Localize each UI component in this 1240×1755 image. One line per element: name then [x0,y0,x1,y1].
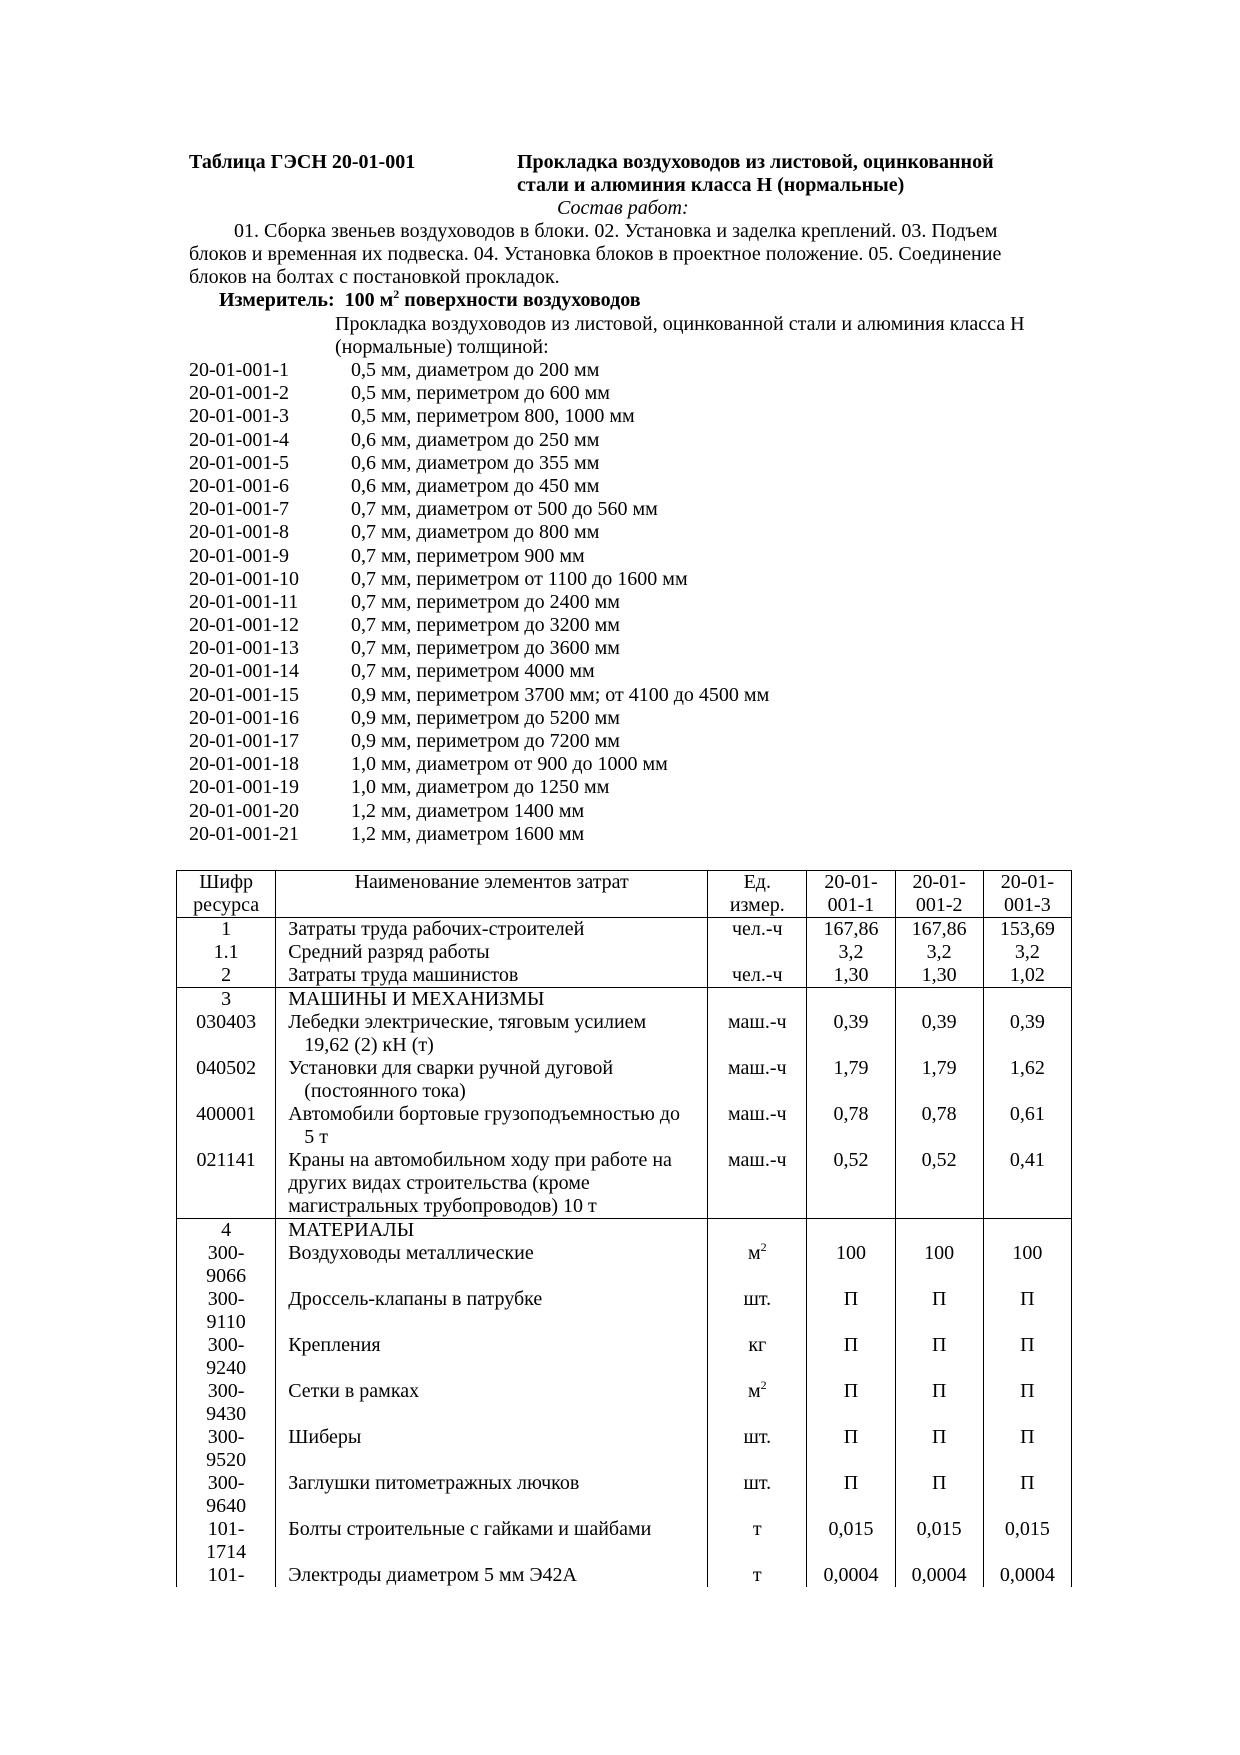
measure-line [219,289,641,314]
composition-heading: Состав работ: [557,197,689,219]
unit-text: м [747,1380,761,1402]
variant-code: 20-01-001-14 [189,660,299,683]
resource-name [276,1057,708,1103]
value-variant-2: П [895,1380,983,1426]
variant-code: 20-01-001-19 [189,776,299,799]
resource-code-line-2: 9430 [206,1403,247,1425]
resource-name-line-2: 5 т [304,1126,328,1148]
table-row [177,1011,1072,1057]
resource-code [177,1564,276,1587]
resource-name: Средний разряд работы [276,941,708,964]
resource-name [276,1103,708,1149]
value-variant-3: П [983,1380,1071,1426]
value-variant-3: П [983,1426,1071,1472]
resource-code [177,1426,276,1472]
variant-row [189,776,769,799]
variant-code: 20-01-001-21 [189,822,299,845]
group-name: МАТЕРИАЛЫ [276,1219,708,1243]
resource-code-line-1: 300- [207,1380,245,1402]
resource-code-line-1: 300- [207,1426,245,1448]
resource-name: Шиберы [276,1426,708,1472]
resource-name: Электроды диаметром 5 мм Э42А [276,1564,708,1587]
unit-text: шт. [743,1288,772,1310]
resource-table [176,870,1072,1587]
unit-cell [708,1472,807,1518]
value-variant-2: 100 [895,1242,983,1288]
composition-line-3: блоков на болтах с постановкой прокладок. [189,266,560,288]
resource-name: Дроссель-клапаны в патрубке [276,1288,708,1334]
variant-description: 0,7 мм, периметром 4000 мм [351,660,595,683]
variant-row [189,614,769,637]
resource-code-line-1: 300- [207,1472,245,1494]
value-variant-3: 0,39 [983,1011,1071,1057]
variant-row [189,660,769,683]
unit-cell: чел.-ч [708,918,807,942]
variant-row [189,359,769,382]
value-variant-1: 100 [807,1242,895,1288]
variant-row [189,498,769,521]
resource-code-line-1: 300- [207,1242,245,1264]
resource-code: 1 [177,918,276,942]
resource-name: Воздуховоды металлические [276,1242,708,1288]
value-variant-1: 0,78 [807,1103,895,1149]
resource-code-line-2: 9520 [206,1449,247,1471]
resource-code-line-2: 1714 [206,1541,247,1563]
value-variant-2: П [895,1472,983,1518]
table-row [177,1564,1072,1587]
variant-description: 1,0 мм, диаметром от 900 до 1000 мм [351,753,668,776]
measure-rest: поверхности воздуховодов [399,289,641,311]
variant-code: 20-01-001-1 [189,359,289,381]
value-variant-1: 0,0004 [807,1564,895,1587]
table-row [177,1242,1072,1288]
variant-code: 20-01-001-3 [189,405,289,428]
table-row [177,1472,1072,1518]
resource-code [177,1472,276,1518]
measure-value: 100 м [344,289,394,311]
variant-description: 1,0 мм, диаметром до 1250 мм [351,776,610,799]
value-variant-3: 0,61 [983,1103,1071,1149]
group-code: 4 [177,1219,276,1243]
value-variant-2: 3,2 [895,941,983,964]
variant-code: 20-01-001-4 [189,428,289,451]
value-variant-2: 0,52 [895,1149,983,1219]
value-variant-3: П [983,1472,1071,1518]
variant-row [189,753,769,776]
value-variant-2: 0,015 [895,1518,983,1564]
value-variant-1: П [807,1472,895,1518]
value-variant-3: 1,02 [983,964,1071,988]
unit-cell: чел.-ч [708,964,807,988]
value-variant-1: 1,79 [807,1057,895,1103]
variants-intro-line-2: (нормальные) толщиной: [335,336,549,358]
resource-code: 040502 [177,1057,276,1103]
variant-description: 0,9 мм, периметром 3700 мм; от 4100 до 4500 мм [351,683,770,706]
value-variant-1: 3,2 [807,941,895,964]
resource-code [177,1518,276,1564]
group-name: МАШИНЫ И МЕХАНИЗМЫ [276,988,708,1012]
resource-code-line-2: 9066 [206,1265,247,1287]
unit-text: м [747,1242,761,1264]
unit-cell [708,1518,807,1564]
unit-text: шт. [743,1472,772,1494]
unit-text: т [752,1564,762,1586]
resource-name: Заглушки питометражных лючков [276,1472,708,1518]
value-variant-3: П [983,1334,1071,1380]
value-variant-3: 0,41 [983,1149,1071,1219]
value-variant-2: 167,86 [895,918,983,942]
variant-description: 0,7 мм, периметром до 3600 мм [351,637,620,660]
variant-code: 20-01-001-2 [189,382,289,405]
value-variant-1: П [807,1426,895,1472]
unit-cell: маш.-ч [708,1011,807,1057]
composition-line-1: 01. Сборка звеньев воздуховодов в блоки. 02. Установка и заделка креплений. 03. Подъем [234,220,998,242]
resource-code-line-2: 9640 [206,1495,247,1517]
unit-cell [708,1219,807,1243]
variant-description: 0,6 мм, диаметром до 250 мм [351,428,600,451]
variant-code: 20-01-001-12 [189,614,299,637]
unit-text: шт. [743,1426,772,1448]
variant-row [189,684,769,707]
resource-name: Затраты труда машинистов [276,964,708,988]
unit-cell [708,1288,807,1334]
variant-row [189,591,769,614]
table-body [177,918,1072,1588]
value-variant-1 [807,1219,895,1243]
section-title-line-2: стали и алюминия класса Н (нормальные) [517,174,905,196]
value-variant-2 [895,1219,983,1243]
table-row [177,918,1072,942]
header-variant-1: 20-01- 001-1 [807,871,895,918]
unit-superscript: 2 [760,1378,767,1392]
variant-code: 20-01-001-6 [189,474,289,497]
value-variant-3: 1,62 [983,1057,1071,1103]
table-row [177,1426,1072,1472]
table-row [177,1334,1072,1380]
value-variant-2: 1,30 [895,964,983,988]
value-variant-2: 0,78 [895,1103,983,1149]
resource-code: 2 [177,964,276,988]
value-variant-1: 0,015 [807,1518,895,1564]
variant-row [189,429,769,452]
variant-description: 0,5 мм, периметром до 600 мм [351,382,610,405]
value-variant-2: П [895,1288,983,1334]
table-row [177,1219,1072,1243]
resource-name: Затраты труда рабочих-строителей [276,918,708,942]
resource-code: 021141 [177,1149,276,1219]
unit-cell: маш.-ч [708,1057,807,1103]
value-variant-3: 100 [983,1242,1071,1288]
resource-code-line-1: 101- [207,1518,245,1540]
measure-label: Измеритель: [219,289,335,311]
variant-description: 0,7 мм, диаметром до 800 мм [351,521,600,544]
resource-name-line-1: Краны на автомобильном ходу при работе на других видах строительства (кроме магистральных трубопроводов) 10 т [288,1149,672,1217]
unit-cell: маш.-ч [708,1149,807,1219]
unit-cell [708,1564,807,1587]
variant-description: 0,5 мм, периметром 800, 1000 мм [351,405,635,428]
value-variant-3: 0,0004 [983,1564,1071,1587]
variant-code: 20-01-001-8 [189,521,289,544]
resource-name-line-1: Лебедки электрические, тяговым усилием [288,1011,647,1033]
variant-list [189,359,769,846]
table-row [177,1518,1072,1564]
table-row [177,964,1072,988]
header-variant-3: 20-01- 001-3 [983,871,1071,918]
table-row [177,1057,1072,1103]
table-row [177,1103,1072,1149]
variant-row [189,637,769,660]
table-row [177,1149,1072,1219]
unit-superscript: 2 [760,1240,767,1254]
table-row [177,941,1072,964]
resource-code [177,1334,276,1380]
variant-description: 0,5 мм, диаметром до 200 мм [351,359,600,381]
variant-code: 20-01-001-17 [189,730,299,752]
variant-row [189,382,769,405]
group-code: 3 [177,988,276,1012]
variant-row [189,452,769,475]
variant-row [189,405,769,428]
resource-code [177,1242,276,1288]
unit-cell [708,988,807,1012]
variant-description: 0,6 мм, диаметром до 450 мм [351,474,600,497]
variant-description: 0,7 мм, периметром 900 мм [351,544,585,567]
value-variant-2: 0,39 [895,1011,983,1057]
variants-intro-line-1: Прокладка воздуховодов из листовой, оцинкованной стали и алюминия класса Н [335,313,1025,335]
variant-code: 20-01-001-7 [189,498,289,521]
value-variant-2: 0,0004 [895,1564,983,1587]
unit-cell [708,941,807,964]
unit-text: т [752,1518,762,1540]
table-title: Таблица ГЭСН 20-01-001 [189,151,416,173]
variant-row [189,545,769,568]
variant-code: 20-01-001-15 [189,683,299,706]
unit-cell: маш.-ч [708,1103,807,1149]
table-row [177,988,1072,1012]
resource-name [276,1149,708,1219]
table-header-row [177,871,1072,918]
value-variant-1: П [807,1334,895,1380]
resource-name [276,1011,708,1057]
value-variant-3: 3,2 [983,941,1071,964]
section-title-line-1: Прокладка воздуховодов из листовой, оцинкованной [517,151,994,173]
value-variant-3: П [983,1288,1071,1334]
value-variant-2 [895,988,983,1012]
resource-name-line-2: (постоянного тока) [304,1080,466,1102]
variant-row [189,707,769,730]
variant-row [189,800,769,823]
variant-code: 20-01-001-5 [189,451,289,474]
value-variant-1: П [807,1288,895,1334]
unit-text: кг [748,1334,767,1356]
variant-row [189,568,769,591]
resource-name-line-2: 19,62 (2) кН (т) [304,1034,434,1056]
resource-code: 030403 [177,1011,276,1057]
header-variant-2: 20-01- 001-2 [895,871,983,918]
value-variant-2: 1,79 [895,1057,983,1103]
value-variant-1: 167,86 [807,918,895,942]
unit-cell [708,1426,807,1472]
resource-code [177,1288,276,1334]
value-variant-1: 1,30 [807,964,895,988]
value-variant-2: П [895,1426,983,1472]
variant-code: 20-01-001-18 [189,753,299,776]
value-variant-1: 0,52 [807,1149,895,1219]
variant-description: 0,7 мм, периметром от 1100 до 1600 мм [351,567,688,590]
variant-code: 20-01-001-11 [189,590,299,613]
resource-code-line-1: 300- [207,1334,245,1356]
table-row [177,1380,1072,1426]
resource-name: Крепления [276,1334,708,1380]
header-name: Наименование элементов затрат [276,871,708,918]
value-variant-3: 0,015 [983,1518,1071,1564]
value-variant-3 [983,988,1071,1012]
composition-line-2: блоков и временная их подвеска. 04. Установка блоков в проектное положение. 05. Соединение [189,243,1002,265]
variant-code: 20-01-001-20 [189,799,299,822]
variant-description: 0,7 мм, периметром до 2400 мм [351,590,620,613]
resource-code: 400001 [177,1103,276,1149]
variant-description: 0,7 мм, диаметром от 500 до 560 мм [351,498,658,521]
header-code: Шифр ресурса [177,871,276,918]
resource-name: Болты строительные с гайками и шайбами [276,1518,708,1564]
resource-name-line-1: Автомобили бортовые грузоподъемностью до [288,1103,681,1125]
variant-code: 20-01-001-13 [189,637,299,660]
variant-code: 20-01-001-9 [189,544,289,567]
value-variant-3 [983,1219,1071,1243]
variant-description: 0,6 мм, диаметром до 355 мм [351,451,600,474]
value-variant-1: П [807,1380,895,1426]
variant-row [189,730,769,753]
value-variant-1: 0,39 [807,1011,895,1057]
unit-cell [708,1334,807,1380]
variant-description: 0,9 мм, периметром до 7200 мм [351,730,620,752]
resource-code-line-1: 101- [207,1564,245,1586]
resource-name: Сетки в рамках [276,1380,708,1426]
variant-description: 0,7 мм, периметром до 3200 мм [351,614,620,637]
measure-sup: 2 [393,287,400,301]
variant-row [189,475,769,498]
value-variant-2: П [895,1334,983,1380]
variant-description: 0,9 мм, периметром до 5200 мм [351,706,620,729]
value-variant-3: 153,69 [983,918,1071,942]
resource-code-line-2: 9110 [206,1311,246,1333]
variant-description: 1,2 мм, диаметром 1400 мм [351,799,585,822]
variant-description: 1,2 мм, диаметром 1600 мм [351,822,585,845]
variant-code: 20-01-001-10 [189,567,299,590]
variant-row [189,521,769,544]
variant-code: 20-01-001-16 [189,706,299,729]
header-unit: Ед. измер. [708,871,807,918]
table-row [177,1288,1072,1334]
resource-code [177,1380,276,1426]
resource-code-line-1: 300- [207,1288,245,1310]
unit-cell [708,1380,807,1426]
value-variant-1 [807,988,895,1012]
unit-cell [708,1242,807,1288]
resource-code: 1.1 [177,941,276,964]
resource-name-line-1: Установки для сварки ручной дуговой [288,1057,614,1079]
resource-code-line-2: 9240 [206,1357,247,1379]
variant-row [189,823,769,846]
